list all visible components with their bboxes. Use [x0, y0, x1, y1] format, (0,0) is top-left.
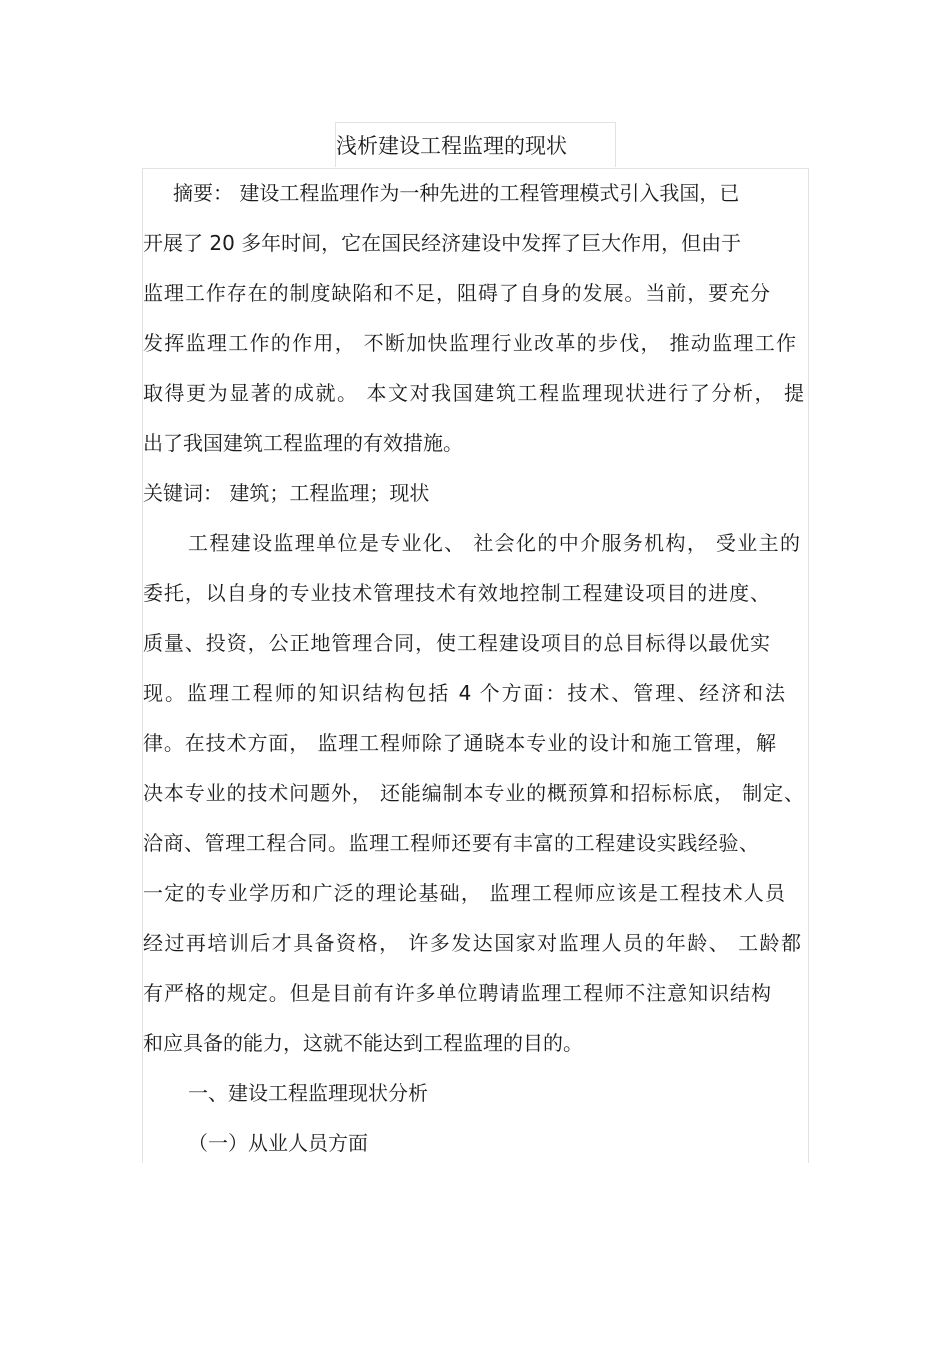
abstract-line-2: 开展了 20 多年时间，它在国民经济建设中发挥了巨大作用，但由于	[143, 231, 742, 255]
abstract-line-1: 摘要： 建设工程监理作为一种先进的工程管理模式引入我国，已	[173, 181, 740, 205]
abstract-line-5: 取得更为显著的成就。 本文对我国建筑工程监理现状进行了分析， 提	[143, 381, 804, 405]
abstract-line-4: 发挥监理工作的作用， 不断加快监理行业改革的步伐， 推动监理工作	[143, 331, 796, 355]
abstract-line-6: 出了我国建筑工程监理的有效措施。	[143, 431, 463, 455]
body-line-6: 决本专业的技术问题外， 还能编制本专业的概预算和招标标底， 制定、	[143, 781, 804, 805]
body-line-5: 律。在技术方面， 监理工程师除了通晓本专业的设计和施工管理，解	[143, 731, 776, 755]
body-line-1: 工程建设监理单位是专业化、 社会化的中介服务机构， 受业主的	[188, 531, 800, 555]
abstract-line-3: 监理工作存在的制度缺陷和不足，阻碍了自身的发展。当前，要充分	[143, 281, 770, 305]
body-line-9: 经过再培训后才具备资格， 许多发达国家对监理人员的年龄、 工龄都	[143, 931, 801, 955]
document-title: 浅析建设工程监理的现状	[336, 134, 567, 158]
subsection-heading: （一）从业人员方面	[188, 1131, 368, 1155]
body-line-7: 洽商、管理工程合同。监理工程师还要有丰富的工程建设实践经验、	[143, 831, 759, 855]
keywords-line: 关键词： 建筑；工程监理；现状	[143, 481, 430, 505]
body-line-2: 委托，以自身的专业技术管理技术有效地控制工程建设项目的进度、	[143, 581, 770, 605]
title-box	[335, 122, 616, 167]
text-frame	[142, 168, 809, 1163]
body-line-3: 质量、投资，公正地管理合同，使工程建设项目的总目标得以最优实	[143, 631, 770, 655]
section-heading: 一、建设工程监理现状分析	[188, 1081, 428, 1105]
body-line-4: 现。监理工程师的知识结构包括 4 个方面：技术、管理、经济和法	[143, 681, 785, 705]
body-line-8: 一定的专业学历和广泛的理论基础， 监理工程师应该是工程技术人员	[143, 881, 785, 905]
body-line-11: 和应具备的能力，这就不能达到工程监理的目的。	[143, 1031, 583, 1055]
body-line-10: 有严格的规定。但是目前有许多单位聘请监理工程师不注意知识结构	[143, 981, 771, 1005]
